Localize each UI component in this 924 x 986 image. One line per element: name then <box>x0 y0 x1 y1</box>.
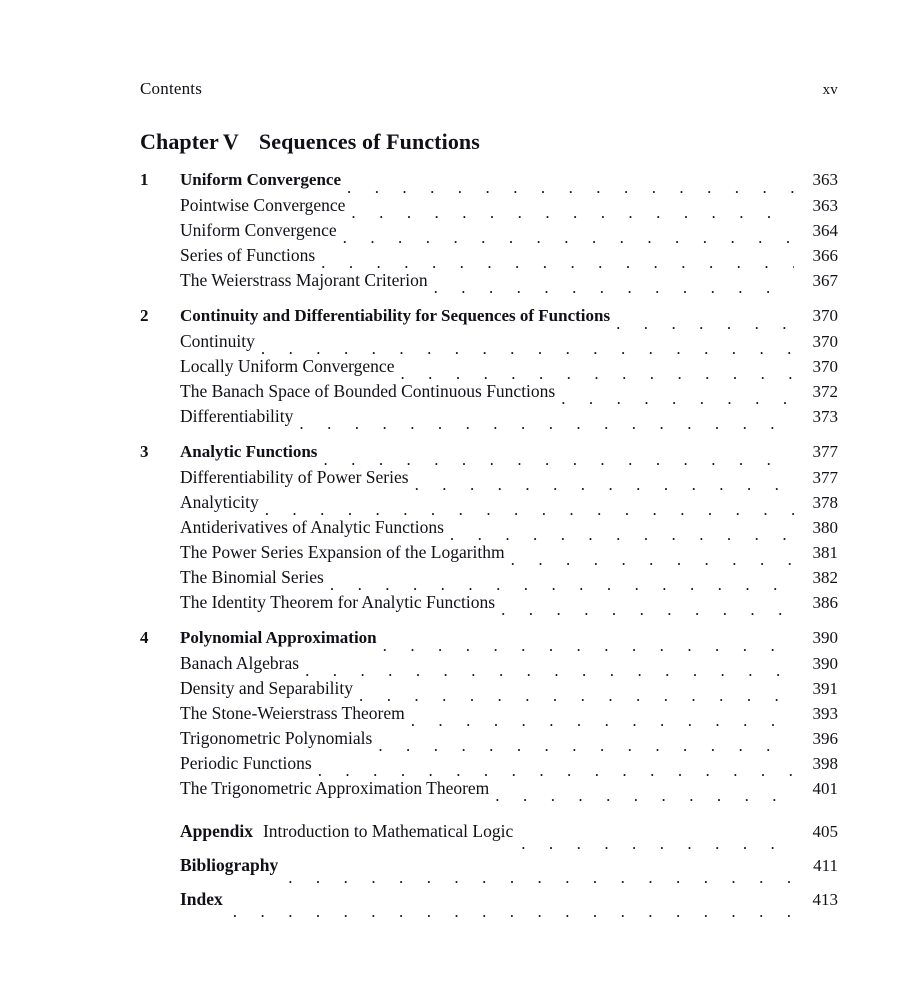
dot-leader <box>521 833 794 850</box>
dot-leader <box>343 227 794 244</box>
toc-section-row[interactable] <box>140 628 838 653</box>
dot-leader <box>351 202 794 219</box>
dot-leader <box>501 599 794 616</box>
dot-leader <box>347 177 794 194</box>
entry-page-number: 391 <box>812 679 838 698</box>
toc-subentry-row[interactable] <box>140 678 838 703</box>
entry-page-number: 363 <box>812 196 838 215</box>
dot-leader <box>330 574 794 591</box>
dot-leader <box>495 785 794 802</box>
toc-section-group <box>140 442 838 617</box>
toc-backmatter-row[interactable] <box>140 889 838 923</box>
dot-leader <box>383 635 794 652</box>
dot-leader <box>359 685 794 702</box>
toc-subentry-row[interactable] <box>140 245 838 270</box>
subentry-title: Analyticity <box>180 492 259 512</box>
toc-section-row[interactable] <box>140 442 838 467</box>
subentry-title: The Stone-Weierstrass Theorem <box>180 703 405 723</box>
dot-leader <box>321 252 794 269</box>
toc-backmatter-row[interactable] <box>140 855 838 889</box>
entry-page-number: 396 <box>812 729 838 748</box>
subentry-title: Locally Uniform Convergence <box>180 356 395 376</box>
subentry-title: Continuity <box>180 331 255 351</box>
section-title: Analytic Functions <box>180 442 318 461</box>
dot-leader <box>323 449 794 466</box>
toc-subentry-row[interactable] <box>140 703 838 728</box>
entry-page-number: 367 <box>812 271 838 290</box>
toc-subentry-row[interactable] <box>140 331 838 356</box>
toc-list <box>140 170 838 923</box>
subentry-title: Antiderivatives of Analytic Functions <box>180 517 444 537</box>
dot-leader <box>511 549 794 566</box>
toc-subentry-row[interactable] <box>140 592 838 617</box>
toc-subentry-row[interactable] <box>140 270 838 295</box>
toc-section-row[interactable] <box>140 170 838 195</box>
entry-page-number: 401 <box>812 779 838 798</box>
dot-leader <box>400 363 794 380</box>
dot-leader <box>450 524 794 541</box>
subentry-title: The Identity Theorem for Analytic Functions <box>180 592 496 612</box>
backmatter-label: Index <box>180 889 223 909</box>
entry-page-number: 377 <box>812 468 838 487</box>
section-number: 4 <box>140 628 149 647</box>
subentry-title: Differentiability <box>180 406 294 426</box>
entry-page-number: 380 <box>812 518 838 537</box>
backmatter-label: Bibliography <box>180 855 279 875</box>
entry-page-number: 381 <box>812 543 838 562</box>
entry-page-number: 386 <box>812 593 838 612</box>
dot-leader <box>561 388 794 405</box>
subentry-title: Density and Separability <box>180 678 354 698</box>
section-number: 3 <box>140 442 149 461</box>
dot-leader <box>288 867 794 884</box>
toc-subentry-row[interactable] <box>140 517 838 542</box>
entry-page-number: 363 <box>812 170 838 189</box>
toc-subentry-row[interactable] <box>140 356 838 381</box>
subentry-title: The Banach Space of Bounded Continuous Functions <box>180 381 556 401</box>
dot-leader <box>305 660 794 677</box>
toc-section-group <box>140 306 838 431</box>
subentry-title: Differentiability of Power Series <box>180 467 409 487</box>
section-number: 2 <box>140 306 149 325</box>
toc-subentry-row[interactable] <box>140 220 838 245</box>
entry-page-number: 393 <box>812 704 838 723</box>
dot-leader <box>233 901 794 918</box>
entry-page-number: 378 <box>812 493 838 512</box>
subentry-title: The Power Series Expansion of the Logarithm <box>180 542 505 562</box>
subentry-title: Trigonometric Polynomials <box>180 728 373 748</box>
dot-leader <box>261 338 794 355</box>
toc-subentry-row[interactable] <box>140 195 838 220</box>
chapter-heading <box>140 128 838 156</box>
entry-page-number: 377 <box>812 442 838 461</box>
toc-subentry-row[interactable] <box>140 492 838 517</box>
dot-leader <box>299 413 794 430</box>
section-title: Polynomial Approximation <box>180 628 377 647</box>
subentry-title: Uniform Convergence <box>180 220 337 240</box>
toc-subentry-row[interactable] <box>140 778 838 803</box>
entry-page-number: 370 <box>812 306 838 325</box>
toc-section-group <box>140 170 838 295</box>
toc-subentry-row[interactable] <box>140 728 838 753</box>
chapter-title-text: Sequences of Functions <box>258 129 480 154</box>
dot-leader <box>265 499 794 516</box>
entry-page-number: 411 <box>813 856 838 875</box>
section-title: Continuity and Differentiability for Sequences of Functions <box>180 306 611 325</box>
toc-subentry-row[interactable] <box>140 753 838 778</box>
entry-page-number: 372 <box>812 382 838 401</box>
entry-page-number: 413 <box>812 890 838 909</box>
section-number: 1 <box>140 170 149 189</box>
dot-leader <box>378 735 794 752</box>
toc-subentry-row[interactable] <box>140 653 838 678</box>
entry-page-number: 390 <box>812 628 838 647</box>
subentry-title: Banach Algebras <box>180 653 300 673</box>
toc-section-row[interactable] <box>140 306 838 331</box>
dot-leader <box>318 760 794 777</box>
entry-page-number: 370 <box>812 357 838 376</box>
subentry-title: The Trigonometric Approximation Theorem <box>180 778 490 798</box>
entry-page-number: 382 <box>812 568 838 587</box>
toc-subentry-row[interactable] <box>140 542 838 567</box>
subentry-title: Pointwise Convergence <box>180 195 346 215</box>
backmatter-label: Appendix <box>180 821 253 841</box>
subentry-title: Periodic Functions <box>180 753 312 773</box>
dot-leader <box>411 710 794 727</box>
dot-leader <box>415 474 794 491</box>
entry-page-number: 373 <box>812 407 838 426</box>
entry-page-number: 390 <box>812 654 838 673</box>
toc-backmatter-row[interactable] <box>140 821 838 855</box>
page-folio: xv <box>822 82 838 98</box>
subentry-title: Series of Functions <box>180 245 316 265</box>
entry-subtitle: Introduction to Mathematical Logic <box>262 821 514 841</box>
toc-subentry-row[interactable] <box>140 567 838 592</box>
subentry-title: The Weierstrass Majorant Criterion <box>180 270 428 290</box>
entry-page-number: 398 <box>812 754 838 773</box>
entry-page-number: 364 <box>812 221 838 240</box>
toc-backmatter <box>140 821 838 923</box>
running-head-title: Contents <box>140 79 203 98</box>
dot-leader <box>616 313 794 330</box>
running-head <box>140 78 838 101</box>
entry-page-number: 370 <box>812 332 838 351</box>
toc-subentry-row[interactable] <box>140 467 838 492</box>
dot-leader <box>434 277 794 294</box>
toc-subentry-row[interactable] <box>140 406 838 431</box>
chapter-label: Chapter <box>140 129 219 154</box>
entry-page-number: 366 <box>812 246 838 265</box>
section-title: Uniform Convergence <box>180 170 341 189</box>
toc-section-group <box>140 628 838 803</box>
toc-subentry-row[interactable] <box>140 381 838 406</box>
entry-page-number: 405 <box>812 822 838 841</box>
subentry-title: The Binomial Series <box>180 567 324 587</box>
chapter-number: V <box>222 129 239 154</box>
